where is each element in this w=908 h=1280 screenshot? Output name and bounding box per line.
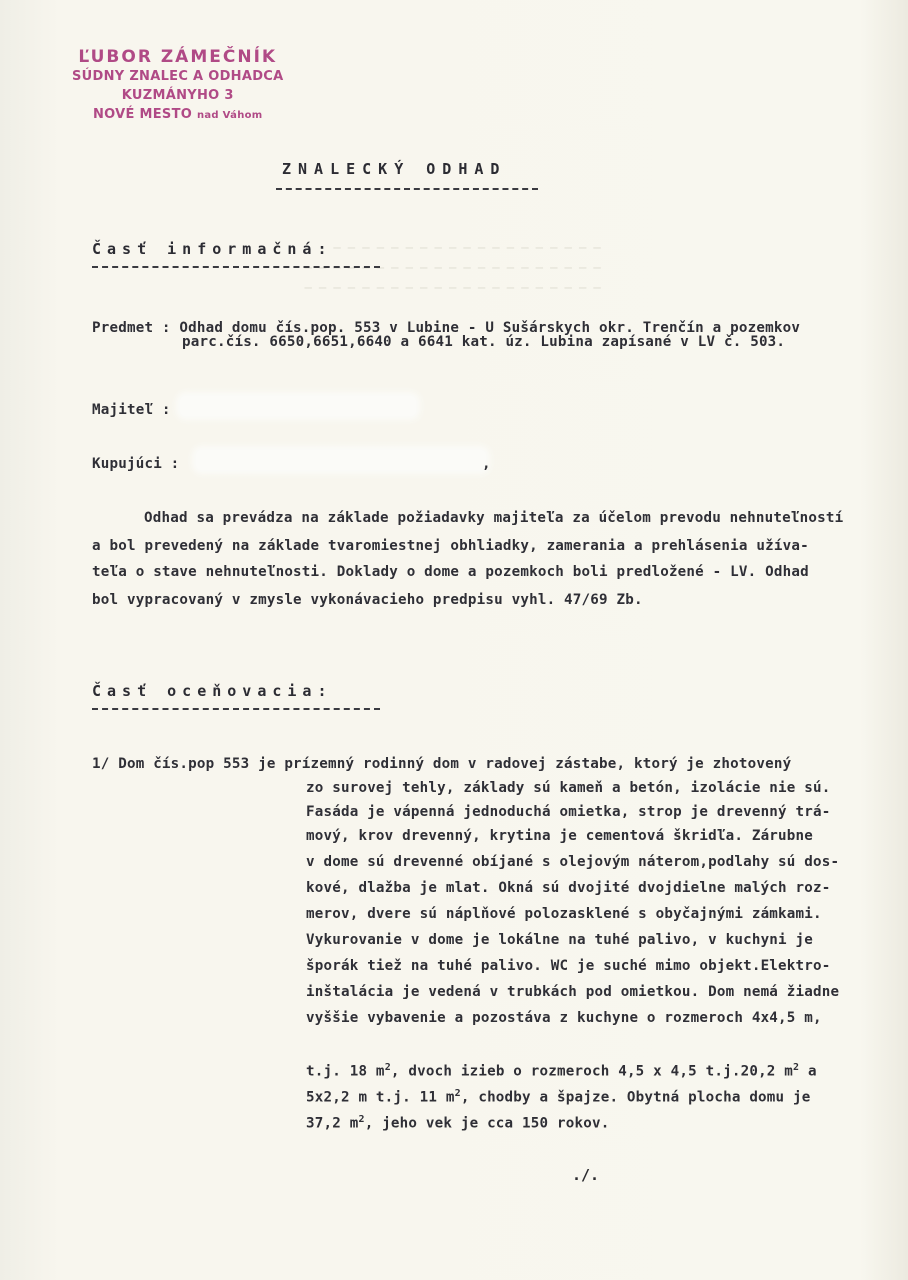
expert-stamp bbox=[72, 48, 284, 125]
house-line-13: t.j. 18 $m^2$, dvoch izieb o rozmeroch 4,5 x 4,5 t.j.20,2 $m^2$ a bbox=[306, 1062, 817, 1080]
house-line-7: merov, dvere sú náplňové polozasklené s obyčajnými zámkami. bbox=[306, 906, 822, 922]
continuation-mark: ./. bbox=[572, 1166, 600, 1184]
title-underline bbox=[276, 188, 538, 190]
house-line-5: v dome sú drevenné obíjané s olejovým náterom,podlahy sú dos- bbox=[306, 854, 840, 870]
subject-line-1: Predmet : Odhad domu čís.pop. 553 v Lubine - U Sušárskych okr. Trenčín a pozemkov bbox=[92, 320, 801, 336]
stamp-role: SÚDNY ZNALEC A ODHADCA bbox=[72, 69, 284, 84]
buyer-line: Kupujúci : bbox=[92, 456, 180, 472]
house-line-15: 37,2 $m^2$, jeho vek je cca 150 rokov. bbox=[306, 1114, 610, 1132]
house-line-2: zo surovej tehly, základy sú kameň a betón, izolácie nie sú. bbox=[306, 780, 831, 796]
house-line-11: vyššie vybavenie a pozostáva z kuchyne o rozmeroch 4x4,5 m, bbox=[306, 1010, 822, 1026]
purpose-line-2: a bol prevedený na základe tvaromiestnej obhliadky, zamerania a prehlásenia užíva- bbox=[92, 538, 809, 554]
buyer-tail: , bbox=[482, 456, 491, 472]
document-title: ZNALECKÝ ODHAD bbox=[282, 160, 507, 178]
purpose-line-4: bol vypracovaný v zmysle vykonávacieho predpisu vyhl. 47/69 Zb. bbox=[92, 592, 643, 608]
section-heading-informacna: Časť informačná: bbox=[92, 240, 333, 258]
house-line-4: mový, krov drevenný, krytina je cementová škridľa. Zárubne bbox=[306, 828, 814, 844]
house-line-9: šporák tiež na tuhé palivo. WC je suché mimo objekt.Elektro- bbox=[306, 958, 831, 974]
section-heading-ocenovacia: Časť oceňovacia: bbox=[92, 682, 333, 700]
purpose-line-3: teľa o stave nehnuteľnosti. Doklady o dome a pozemkoch boli predložené - LV. Odhad bbox=[92, 564, 809, 580]
owner-redaction bbox=[180, 396, 416, 416]
show-through-text: ─ ─ ─ ─ ─ ─ ─ ─ ─ ─ ─ ─ ─ ─ ─ ─ ─ ─ ─ ─ ─ ─ ─ ─ ─ ─ ─ ─ ─ ─ ─ ─ ─ ─ ─ ─ ─ ─ ─ ─ ─ ─ ─ ─ ─ ─ ─ ─ ─ ─ ─ ─ ─ ─ ─ ─ ─ ─ ─ ─ ─ bbox=[304, 241, 601, 295]
house-line-3: Fasáda je vápenná jednoduchá omietka, strop je drevenný trá- bbox=[306, 804, 831, 820]
stamp-name: ĽUBOR ZÁMEČNÍK bbox=[78, 47, 278, 67]
house-line-10: inštalácia je vedená v trubkách pod omietkou. Dom nemá žiadne bbox=[306, 984, 840, 1000]
house-line-6: kové, dlažba je mlat. Okná sú dvojité dvojdielne malých roz- bbox=[306, 880, 831, 896]
house-line-8: Vykurovanie v dome je lokálne na tuhé palivo, v kuchyni je bbox=[306, 932, 814, 948]
purpose-line-1: Odhad sa prevádza na základe požiadavky majiteľa za účelom prevodu nehnuteľností bbox=[144, 510, 844, 526]
subject-line-2: parc.čís. 6650,6651,6640 a 6641 kat. úz. Lubina zapísané v LV č. 503. bbox=[182, 334, 786, 350]
stamp-street: KUZMÁNYHO 3 bbox=[121, 88, 234, 103]
house-line-14: 5x2,2 m t.j. 11 $m^2$, chodby a špajze. Obytná plocha domu je bbox=[306, 1088, 811, 1106]
owner-line: Majiteľ : bbox=[92, 402, 171, 418]
section1-underline bbox=[92, 266, 380, 268]
stamp-city: NOVÉ MESTO nad Váhom bbox=[92, 107, 263, 122]
house-line-1: 1/ Dom čís.pop 553 je prízemný rodinný dom v radovej zástabe, ktorý je zhotovený bbox=[92, 756, 792, 772]
section2-underline bbox=[92, 708, 380, 710]
buyer-redaction bbox=[196, 450, 486, 470]
